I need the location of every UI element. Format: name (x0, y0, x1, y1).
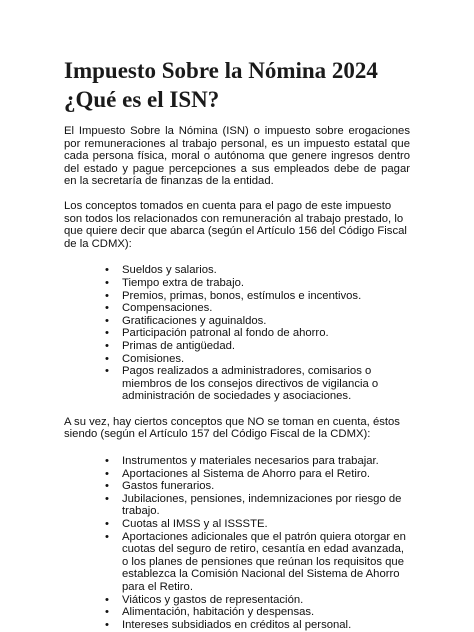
list-item: • Viáticos y gastos de representación. (122, 594, 410, 607)
list-item: • Gratificaciones y aguinaldos. (122, 315, 410, 328)
paragraph-excluded-concepts: A su vez, hay ciertos conceptos que NO se toman en cuenta, éstos siendo (según el Artículo 157 del Código Fiscal de la CDMX): (64, 415, 400, 441)
title-line-2: ¿Qué es el ISN? (64, 87, 220, 112)
list-item: • Sueldos y salarios. (122, 264, 410, 277)
title-line-1: Impuesto Sobre la Nómina 2024 (64, 58, 378, 83)
list-item: • Instrumentos y materiales necesarios para trabajar. (122, 455, 410, 468)
list-item: • Pagos realizados a administradores, comisarios o miembros de los consejos directivos de vigilancia o administración de sociedades y asociaciones. (122, 365, 410, 403)
list-item: • Cuotas al IMSS y al ISSSTE. (122, 518, 410, 531)
list-item: • Aportaciones al Sistema de Ahorro para el Retiro. (122, 468, 410, 481)
list-item: • Gastos funerarios. (122, 480, 410, 493)
document-title (64, 56, 424, 114)
list-item: • Primas de antigüedad. (122, 340, 410, 353)
list-item: • Alimentación, habitación y despensas. (122, 606, 410, 619)
paragraph-included-concepts: Los conceptos tomados en cuenta para el pago de este impuesto son todos los relacionados con remuneración al trabajo prestado, lo que quiere decir que abarca (según el Artículo 156 del Código Fiscal de la CDMX): (64, 199, 407, 250)
list-item: • Premios, primas, bonos, estímulos e incentivos. (122, 290, 410, 303)
paragraph-intro: El Impuesto Sobre la Nómina (ISN) o impuesto sobre erogaciones por remuneraciones al trabajo personal, es un impuesto estatal que cada persona física, moral o autónoma que genere ingresos dentro del estado y pague percepciones a sus empleados debe de pagar en la secretaría de finanzas de la entidad. (64, 125, 410, 188)
list-item: • Tiempo extra de trabajo. (122, 277, 410, 290)
list-item: • Comisiones. (122, 353, 410, 366)
list-item: • Compensaciones. (122, 302, 410, 315)
list-item: • Intereses subsidiados en créditos al personal. (122, 619, 410, 632)
document-body (64, 125, 410, 631)
list-item: • Jubilaciones, pensiones, indemnizaciones por riesgo de trabajo. (122, 493, 410, 518)
list-item: • Participación patronal al fondo de ahorro. (122, 327, 410, 340)
list-item: • Aportaciones adicionales que el patrón quiera otorgar en cuotas del seguro de retiro, cesantía en edad avanzada, o los planes de pensiones que reúnan los requisitos que establezca la Comisión Nacional del Sistema de Ahorro para el Retiro. (122, 531, 410, 594)
included-items-list (64, 264, 410, 403)
excluded-items-list (64, 455, 410, 631)
